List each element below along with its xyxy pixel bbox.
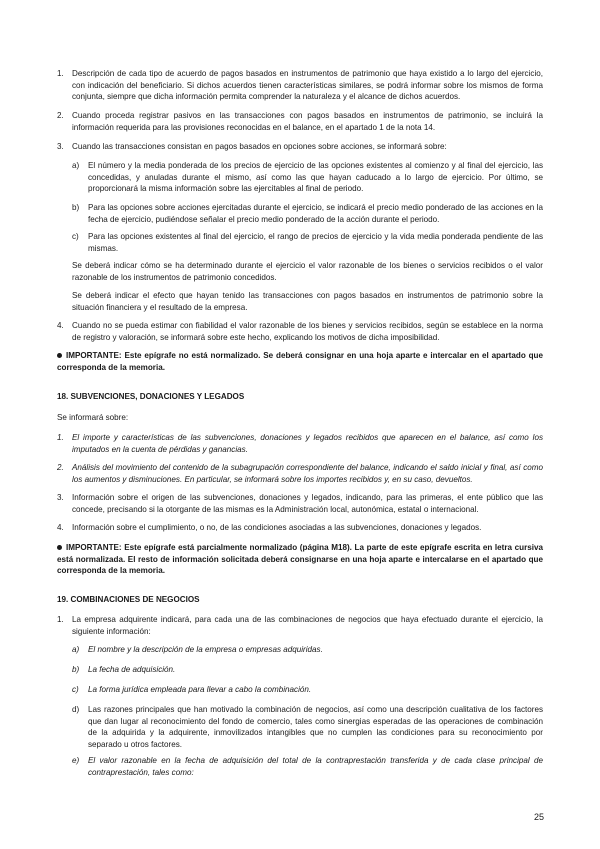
item-letter: a) xyxy=(72,645,80,654)
item-text: Descripción de cada tipo de acuerdo de pagos basados en instrumentos de patrimonio que haya existido a lo largo del ejercicio, con indicación del beneficiario. Si dichos acuerdos tienen características similares, se podrá informar sobre los mismos de forma conjunta, siempre que dicha información permita comprender la naturaleza y el alcance de dichos acuerdos. xyxy=(72,69,543,101)
item-text: Información sobre el cumplimiento, o no, de las condiciones asociadas a las subvenciones, donaciones y legados. xyxy=(72,523,482,532)
s17-item-3c xyxy=(72,231,543,254)
s17-item-3 xyxy=(57,141,543,153)
item-number: 1. xyxy=(57,433,64,442)
item-text: La empresa adquirente indicará, para cada una de las combinaciones de negocios que haya efectuado durante el ejercicio, la siguiente información: xyxy=(72,615,543,636)
item-text: Información sobre el origen de las subvenciones, donaciones y legados, indicando, para las primeras, el ente público que las concede, precisando si la otorgante de las mismas es la Administración local, autonómica, estatal o internacional. xyxy=(72,493,543,514)
item-text: Para las opciones existentes al final del ejercicio, el rango de precios de ejercicio y la vida media ponderada pendiente de las mismas. xyxy=(88,232,543,253)
item-letter: a) xyxy=(72,161,80,170)
item-text: Para las opciones sobre acciones ejercitadas durante el ejercicio, se indicará el precio medio ponderado de las acciones en la fecha de ejercicio, pudiéndose señalar el precio medio ponderado de la acción durante el periodo. xyxy=(88,203,543,224)
item-number: 1. xyxy=(57,69,64,78)
page-number: 25 xyxy=(533,812,544,822)
s18-item-2 xyxy=(57,462,543,485)
s19-item-b xyxy=(72,664,543,676)
s17-important-note xyxy=(57,350,543,373)
item-text: Análisis del movimiento del contenido de la subagrupación correspondiente del balance, indicando el saldo inicial y final, así como los aumentos y disminuciones. En particular, se informará sobre los importes recibidos y, en su caso, devueltos. xyxy=(72,463,543,484)
s17-item-4 xyxy=(57,320,543,343)
item-number: 4. xyxy=(57,321,64,330)
s17-item-1 xyxy=(57,68,543,103)
s19-item-e xyxy=(72,755,543,778)
item-letter: c) xyxy=(72,232,79,241)
item-text: El valor razonable en la fecha de adquisición del total de la contraprestación transferida y de cada clase principal de contraprestación, tales como: xyxy=(88,756,543,777)
s19-item-c xyxy=(72,684,543,696)
item-text: Cuando las transacciones consistan en pagos basados en opciones sobre acciones, se informará sobre: xyxy=(72,142,447,151)
s18-item-4 xyxy=(57,522,543,534)
important-text: IMPORTANTE: Este epígrafe no está normalizado. Se deberá consignar en una hoja aparte e intercalar en el apartado que corresponda de la memoria. xyxy=(57,351,543,372)
item-text: El nombre y la descripción de la empresa o empresas adquiridas. xyxy=(88,645,323,654)
s17-item-3b xyxy=(72,202,543,225)
item-text: La forma jurídica empleada para llevar a cabo la combinación. xyxy=(88,685,312,694)
s18-important-note xyxy=(57,542,543,577)
important-text: IMPORTANTE: Este epígrafe está parcialmente normalizado (página M18). La parte de este epígrafe escrita en letra cursiva está normalizada. El resto de información solicitada deberá consignarse en una hoja aparte e intercalarse en el apartado que corresponda de la memoria. xyxy=(57,543,543,575)
s18-intro: Se informará sobre: xyxy=(57,413,129,422)
s18-item-3 xyxy=(57,492,543,515)
s19-heading: 19. COMBINACIONES DE NEGOCIOS xyxy=(57,595,200,604)
item-number: 3. xyxy=(57,493,64,502)
s19-item-d xyxy=(72,704,543,750)
item-text: El número y la media ponderada de los precios de ejercicio de las opciones existentes al comienzo y al final del ejercicio, las concedidas, y anuladas durante el mismo, así como las que hayan caducado a lo largo de ejercicio. Por último, se proporcionará la misma información sobre las ejercitables al final de periodo. xyxy=(88,161,543,193)
item-number: 2. xyxy=(57,111,64,120)
item-text: El importe y características de las subvenciones, donaciones y legados recibidos que aparecen en el balance, así como los imputados en la cuenta de pérdidas y ganancias. xyxy=(72,433,543,454)
s17-item-3a xyxy=(72,160,543,195)
item-letter: d) xyxy=(72,705,80,714)
s17-paragraph-2: Se deberá indicar el efecto que hayan tenido las transacciones con pagos basados en instrumentos de patrimonio sobre la situación financiera y el resultado de la empresa. xyxy=(72,291,543,312)
s17-paragraph-1: Se deberá indicar cómo se ha determinado durante el ejercicio el valor razonable de los bienes o servicios recibidos o el valor razonable de los instrumentos de patrimonio concedidos. xyxy=(72,261,543,282)
s18-item-1 xyxy=(57,432,543,455)
item-number: 3. xyxy=(57,142,64,151)
item-letter: e) xyxy=(72,756,80,765)
item-text: Cuando proceda registrar pasivos en las transacciones con pagos basados en instrumentos de patrimonio, se incluirá la información requerida para las provisiones reconocidas en el balance, en el apartado 1 de la nota 14. xyxy=(72,111,543,132)
item-text: Las razones principales que han motivado la combinación de negocios, así como una descripción cualitativa de los factores que dan lugar al reconocimiento del fondo de comercio, tales como sinergias esperadas de las operaciones de combinación de la adquirida y la adquirente, inmovilizados intangibles que no cumplen las condiciones para su reconocimiento por separado u otros factores. xyxy=(88,705,543,749)
bullet-icon xyxy=(57,353,62,358)
s17-item-2 xyxy=(57,110,543,133)
s19-item-a xyxy=(72,644,543,656)
s18-heading: 18. SUBVENCIONES, DONACIONES Y LEGADOS xyxy=(57,392,245,401)
item-text: La fecha de adquisición. xyxy=(88,665,176,674)
item-number: 1. xyxy=(57,615,64,624)
item-letter: b) xyxy=(72,203,80,212)
item-text: Cuando no se pueda estimar con fiabilidad el valor razonable de los bienes y servicios recibidos, según se establece en la norma de registro y valoración, se informará sobre este hecho, explicando los motivos de dicha imposibilidad. xyxy=(72,321,543,342)
item-number: 4. xyxy=(57,523,64,532)
bullet-icon xyxy=(57,545,62,550)
item-letter: b) xyxy=(72,665,80,674)
s19-item-1 xyxy=(57,614,543,637)
item-number: 2. xyxy=(57,463,64,472)
item-letter: c) xyxy=(72,685,79,694)
